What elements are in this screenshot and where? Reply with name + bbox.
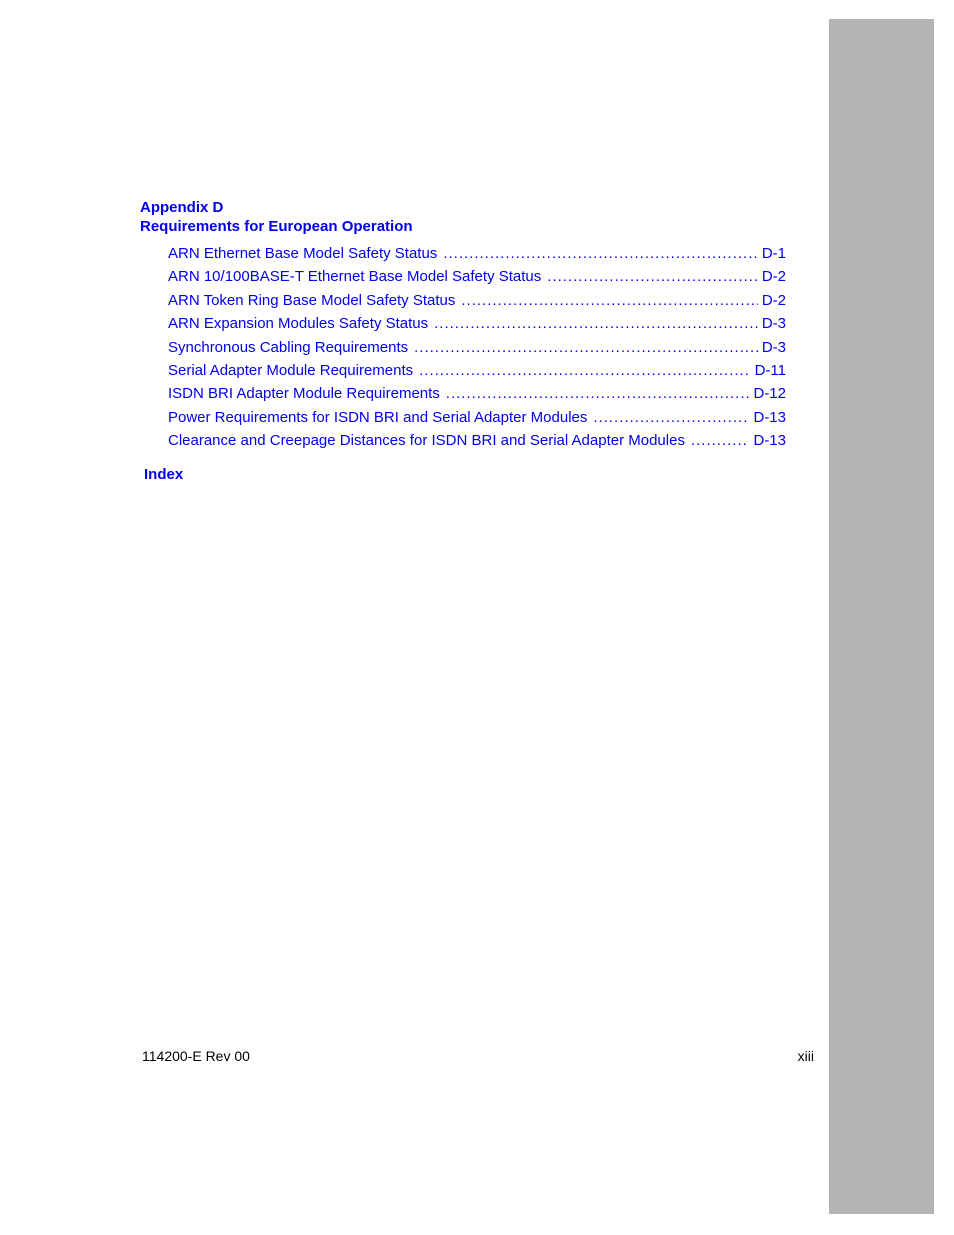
toc-entry-title[interactable]: ISDN BRI Adapter Module Requirements (168, 385, 440, 403)
toc-entry-page[interactable]: D-1 (761, 245, 786, 262)
toc-entry-title[interactable]: ARN Token Ring Base Model Safety Status (168, 291, 456, 309)
toc-entry-title[interactable]: ARN Expansion Modules Safety Status (168, 315, 429, 333)
index-link[interactable]: Index (144, 466, 184, 483)
toc-list (168, 242, 786, 453)
chapter-side-tab (829, 19, 934, 1214)
toc-entry-page[interactable]: D-2 (761, 291, 786, 309)
toc-entry[interactable] (168, 382, 786, 405)
toc-entry-title[interactable]: ARN 10/100BASE-T Ethernet Base Model Safety Status (168, 268, 542, 286)
appendix-title[interactable]: Requirements for European Operation (140, 218, 413, 235)
toc-entry-page[interactable]: D-3 (761, 338, 786, 356)
toc-entry-page[interactable]: D-3 (761, 315, 786, 333)
dot-leader (461, 289, 757, 312)
dot-leader (446, 382, 750, 405)
dot-leader (443, 242, 758, 265)
toc-entry[interactable] (168, 265, 786, 288)
toc-entry-page[interactable]: D-11 (754, 361, 786, 379)
toc-entry[interactable] (168, 336, 786, 359)
dot-leader (593, 406, 749, 429)
appendix-heading[interactable] (140, 198, 413, 236)
dot-leader (547, 265, 758, 288)
dot-leader (419, 359, 750, 382)
dot-leader (414, 336, 758, 359)
toc-entry[interactable] (168, 359, 786, 382)
toc-entry-page[interactable]: D-12 (753, 385, 786, 403)
toc-entry-title[interactable]: Synchronous Cabling Requirements (168, 338, 409, 356)
toc-entry-page[interactable]: D-2 (761, 268, 786, 286)
footer-doc-number: 114200-E Rev 00 (142, 1048, 250, 1064)
toc-entry-title[interactable]: Clearance and Creepage Distances for ISDN BRI and Serial Adapter Modules (168, 432, 685, 450)
toc-entry-title[interactable]: Power Requirements for ISDN BRI and Serial Adapter Modules (168, 408, 588, 426)
dot-leader (434, 312, 758, 335)
toc-entry[interactable] (168, 406, 786, 429)
appendix-label[interactable]: Appendix D (140, 199, 224, 216)
toc-entry-page[interactable]: D-13 (753, 408, 786, 426)
footer-page-number: xiii (797, 1048, 814, 1064)
toc-entry-title[interactable]: ARN Ethernet Base Model Safety Status (168, 245, 438, 262)
toc-entry[interactable] (168, 312, 786, 335)
toc-entry[interactable] (168, 242, 786, 265)
dot-leader (691, 429, 750, 452)
toc-entry-title[interactable]: Serial Adapter Module Requirements (168, 361, 414, 379)
toc-entry[interactable] (168, 289, 786, 312)
toc-entry[interactable] (168, 429, 786, 452)
toc-entry-page[interactable]: D-13 (753, 432, 786, 450)
